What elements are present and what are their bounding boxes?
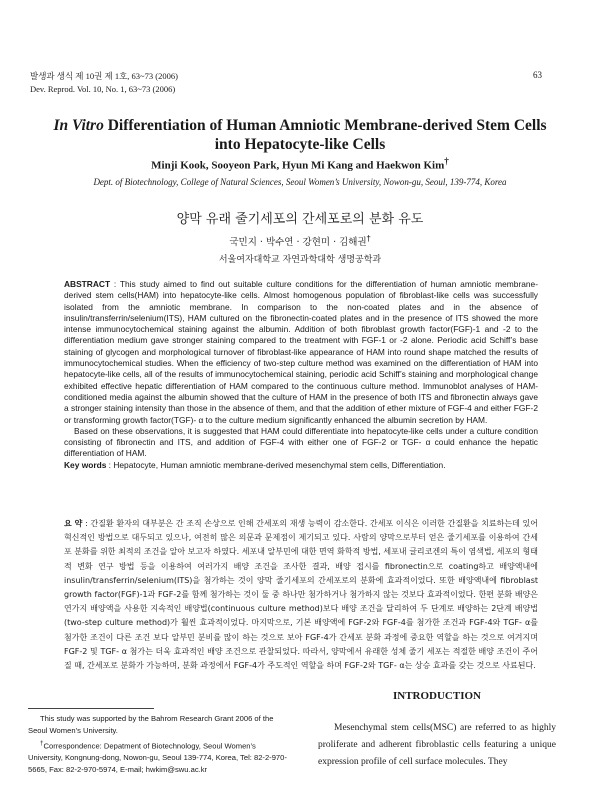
korean-authors [30,234,570,248]
footnote-rule [28,708,154,709]
korean-abstract-label: 요 약 [64,519,83,528]
footnote-correspondence [28,738,290,775]
introduction-paragraph: Mesenchymal stem cells(MSC) are referred to as highly proliferate and adherent fibroblastic cells featuring a unique expression profile of cell surface molecules. They [318,723,556,767]
keywords [64,460,538,471]
title-line-2: into Hepatocyte-like Cells [214,136,386,153]
abstract-paragraph-1 [64,279,538,426]
korean-title: 양막 유래 줄기세포의 간세포로의 분화 유도 [176,212,424,227]
header-english: Dev. Reprod. Vol. 10, No. 1, 63~73 (2006) [30,84,176,94]
korean-affiliation: 서울여자대학교 자연과학대학 생명공학과 [218,255,382,265]
running-header [30,70,178,96]
korean-abstract [64,517,538,673]
korean-dagger: † [366,234,371,243]
article-title [40,116,560,154]
abstract-text-1: : This study aimed to find out suitable culture conditions for the differentiation of human amniotic membrane-derived stem cells(HAM) into hepatocyte-like cells. Almost homogenous population of fibroblast-like cells was successfully isolated from the amniotic membrane. In comparison to the non-coated plates and in the absence of insulin/transferrin/selenium(ITS), HAM cultured on the fibronectin-coated plates and in the presence of ITS showed the more intense immunocytochemical staining against the albumin. Addition of both fibroblast growth factor(FGF)-1 and -2 to the differentiation medium gave stronger staining compared to the treatment with FGF-1 or -2 alone. Periodic acid Schiff’s base staining of glycogen and morphological turnover of fibroblast-like appearance of HAM into round shape matched the results of immunocytochemical studies. When the efficiency of two-step culture method was examined on the differentiation of HAM into hepatocyte-like cells, all of the results of immunocytochemical staining, periodic acid Schiff’s staining and morphological change exhibited effective hepatic differentiation of HAM compared to the continuous culture method. Immunoblot analyses of HAM- conditioned media against the albumin showed that the culture of HAM in the presence of both ITS and fibronectin always gave a stronger staining intensity than those in the absence of them, and that the addition of ether mixture of FGF-4 and either FGF-2 or transforming growth factor(TGF)- α to the culture medium significantly enhanced the albumin secretion by HAM. [64,279,538,425]
header-korean: 발생과 생식 제 10권 제 1호, 63~73 (2006) [30,71,178,81]
abstract [64,279,538,471]
title-italic: In Vitro [53,117,104,134]
author-list [30,156,570,172]
footnote-dagger: † [40,740,44,748]
page-number: 63 [533,70,542,80]
footnote-support: This study was supported by the Bahrom Research Grant 2006 of the Seoul Women’s University. [28,714,274,735]
author-names: Minji Kook, Sooyeon Park, Hyun Mi Kang and Haekwon Kim [151,159,445,172]
korean-abstract-text: : 간질환 환자의 대부분은 간 조직 손상으로 인해 간세포의 재생 능력이 감소한다. 간세포 이식은 이러한 간질환을 치료하는데 있어 혁신적인 방법으로 대두되고 있으나, 여전히 많은 의문과 문제점이 제기되고 있다. 사람의 양막으로부터 얻은 줄기세포를 이용하여 간세포 분화를 위한 최적의 조건을 알아 보고자 하였다. 세포내 알부민에 대한 면역 화학적 방법, 세포내 글리코겐의 특이 염색법, 세포의 형태적 변화 연구 방법 등을 이용하여 여러가지 배양 조건을 조사한 결과, 배양 접시를 fibronectin으로 coating하고 배양액내에 insulin/transferrin/selenium(ITS)을 첨가하는 것이 양막 줄기세포의 간세포로의 분화에 효과적이었다. 또한 배양액내에 fibroblast growth factor(FGF)-1과 FGF-2를 함께 첨가하는 것이 둘 중 하나만 첨가하거나 첨가하지 않는 것보다 효과적이었다. 한편 분화 배양은 연가지 배양액을 사용한 지속적인 배양법(continuous culture method)보다 배양 조건을 달리하여 두 단계로 배양하는 2단계 배양법(two-step culture method)가 훨씬 효과적이었다. 마지막으로, 기본 배양액에 FGF-2와 FGF-4를 첨가한 조건과 FGF-4와 TGF- α를 첨가한 조건이 다른 조건 보다 알부민 분비를 많이 하는 것으로 보아 FGF-4가 간세포 분화 과정에 중요한 역할을 하는 것으로 여겨지며 FGF-2 및 TGF- α 첨가는 더욱 효과적인 배양 조건으로 관찰되었다. 따라서, 양막에서 유래한 성체 줄기 세포는 적절한 배양 조건이 주어질 때, 간세포로 분화가 가능하며, 분화 과정에서 FGF-4가 주도적인 역할을 하며 FGF-2와 TGF- α는 상승 효과를 갖는 것으로 사료된다. [64,519,538,671]
introduction-heading: INTRODUCTION [392,690,481,702]
abstract-paragraph-2: Based on these observations, it is suggested that HAM could differentiate into hepatocyte-like cells under a culture condition consisting of fibronectin and ITS, and addition of FGF-4 with either one of FGF-2 or TGF- α could enhance the hepatic differentiation of HAM. [64,425,538,459]
affiliation: Dept. of Biotechnology, College of Natural Sciences, Seoul Women’s University, Nowon-gu, Seoul, 139-774, Korea [93,177,507,187]
footnotes [28,713,290,776]
korean-author-names: 국민지 · 박수연 · 강현미 · 김해권 [229,237,367,249]
korean-abstract-paragraph [64,517,538,673]
title-line-1 [40,116,560,135]
title-rest: Differentiation of Human Amniotic Membrane-derived Stem Cells [103,117,547,134]
introduction-body [318,720,556,771]
corresponding-dagger: † [444,156,449,166]
keywords-text: : Hepatocyte, Human amniotic membrane-derived mesenchymal stem cells, Differentiation. [106,459,446,470]
abstract-label: ABSTRACT [64,279,111,289]
footnote-correspondence-text: Correspondence: Depatment of Biotechnology, Seoul Women’s University, Kongnung-dong, Nowon-gu, Seoul 139-774, Korea, Tel: 82-2-970-5665, Fax: 82-2-970-5974, E-mail; hwkim@swu.ac.kr [28,741,287,774]
keywords-label: Key words [64,459,107,470]
